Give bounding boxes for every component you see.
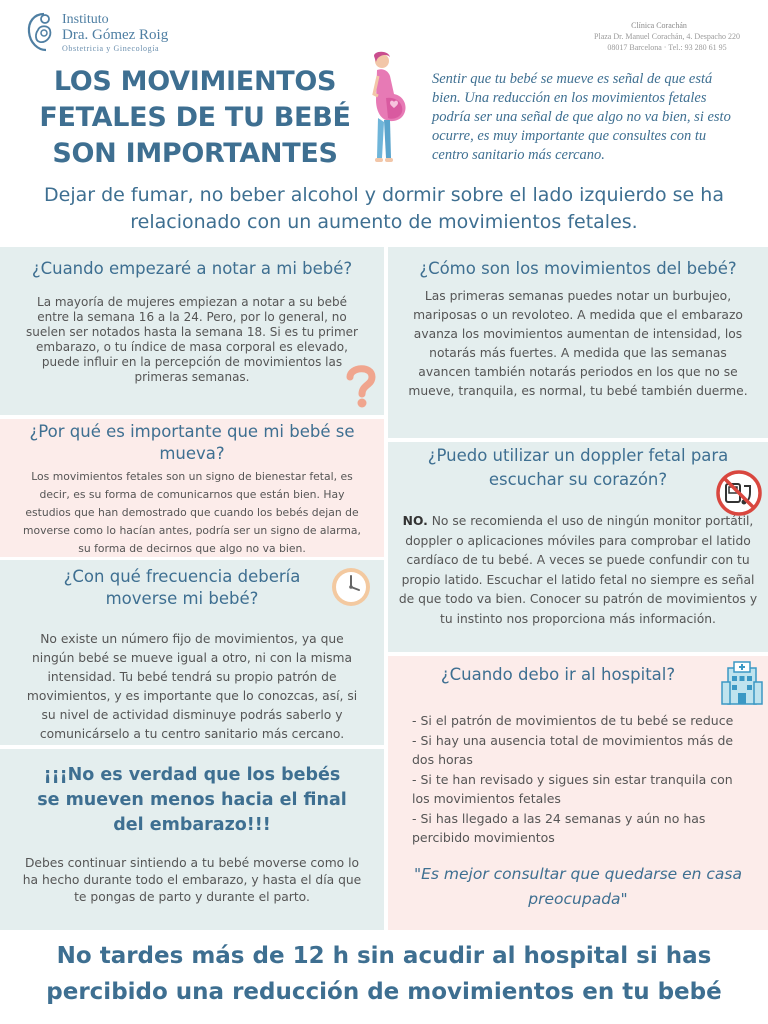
title-line3: SON IMPORTANTES (52, 138, 338, 169)
section-body: Debes continuar sintiendo a tu bebé moverse como lo ha hecho durante todo el embarazo, y hasta el día que te pongas de parto y durante el parto. (22, 856, 362, 904)
section-when-notice (0, 247, 384, 415)
mother-baby-logo-icon (26, 10, 60, 52)
section-heading: ¿Por qué es importante que mi bebé se mueva? (29, 422, 355, 463)
clinic-name: Clínica Corachán (631, 21, 687, 30)
section-body (398, 512, 758, 629)
clinic-info (522, 20, 752, 53)
question-mark-icon (344, 363, 378, 409)
hospital-list (412, 711, 748, 848)
title-line2: FETALES DE TU BEBÉ (39, 102, 351, 133)
section-body: No existe un número fijo de movimientos, ya que ningún bebé se mueve igual a otro, ni con la misma intensidad. Tu bebé tendrá su propio patrón de movimientos, y es importante que lo conozcas, así, si su nivel de actividad disminuye podrás saberlo y comunicárselo a tu centro sanitario más cercano. (26, 632, 358, 741)
logo-line2: Dra. Gómez Roig (62, 27, 169, 43)
clock-icon (330, 566, 372, 608)
list-item: - Si hay una ausencia total de movimientos más de dos horas (412, 732, 734, 767)
section-heading: ¿Con qué frecuencia debería moverse mi bebé? (63, 567, 301, 608)
hospital-icon (720, 660, 764, 706)
title-line1: LOS MOVIMIENTOS (53, 66, 337, 97)
doppler-body: No se recomienda el uso de ningún monitor portátil, doppler o aplicaciones móviles para comprobar el latido cardíaco de tu bebé. A veces se puede confundir con tu propio latido. Escuchar el latido fetal no siempre es señal de que todo va bien. Conocer su patrón de movimientos y tu instinto nos proporciona más información. (398, 514, 758, 626)
pregnant-woman-icon (364, 50, 414, 178)
page-title (30, 64, 360, 172)
section-heading: ¿Cuando empezaré a notar a mi bebé? (31, 259, 353, 278)
section-heading: ¿Cómo son los movimientos del bebé? (419, 259, 737, 278)
no-doppler-icon (714, 468, 764, 518)
section-heading: ¿Puedo utilizar un doppler fetal para escuchar su corazón? (427, 446, 729, 489)
section-hospital (388, 656, 768, 930)
section-body: Las primeras semanas puedes notar un burbujeo, mariposas o un revoloteo. A medida que el embarazo avanza los movimientos aumentan de intensidad, los notarás más fuertes. A medida que las semanas avancen también notarás periodos en los que no se mueve, tranquila, es normal, tu bebé también duerme. (408, 289, 748, 398)
section-why-important (0, 419, 384, 557)
section-heading: ¡¡¡No es verdad que los bebés se mueven menos hacia el final del embarazo!!! (37, 765, 347, 835)
section-body: La mayoría de mujeres empiezan a notar a su bebé entre la semana 16 a la 24. Pero, por lo general, no suelen ser notados hasta la semana 18. Si es tu primer embarazo, o tu índice de masa corporal es elevado, puede influir en la percepción de movimientos las primeras semanas. (26, 295, 358, 384)
list-item: - Si has llegado a las 24 semanas y aún no has percibido movimientos (412, 810, 706, 845)
section-body: Los movimientos fetales son un signo de bienestar fetal, es decir, es su forma de comunicarnos que están bien. Hay estudios que han demostrado que cuando los bebés dejan de moverse como lo hacían antes, podría ser un signo de alarma, su forma de decirnos que algo no va bien. (23, 470, 361, 555)
doppler-answer: NO. (402, 514, 428, 528)
lede-text: Dejar de fumar, no beber alcohol y dormir sobre el lado izquierdo se ha relacionado con un aumento de movimientos fetales. (44, 184, 724, 233)
section-doppler (388, 442, 768, 652)
logo-line3: Obstetricia y Ginecología (62, 44, 160, 53)
footer-warning: No tardes más de 12 h sin acudir al hospital si has percibido una reducción de movimientos en tu bebé (46, 943, 722, 1005)
clinic-address: Plaza Dr. Manuel Corachán, 4. Despacho 220 (594, 32, 740, 41)
list-item: - Si el patrón de movimientos de tu bebé se reduce (412, 713, 734, 728)
section-what-like (388, 247, 768, 438)
section-myth (0, 749, 384, 930)
section-frequency (0, 560, 384, 745)
clinic-city: 08017 Barcelona · Tel.: 93 280 61 95 (607, 43, 727, 52)
intro-text: Sentir que tu bebé se mueve es señal de que está bien. Una reducción en los movimientos fetales podría ser una señal de que algo no va bien, si esto ocurre, es muy importante que consultes con tu centro sanitario más cercano. (432, 71, 731, 163)
logo (26, 10, 226, 60)
logo-line1: Instituto (62, 12, 109, 27)
hospital-quote: "Es mejor consultar que quedarse en casa preocupada" (413, 864, 742, 908)
section-heading: ¿Cuando debo ir al hospital? (440, 665, 676, 684)
list-item: - Si te han revisado y sigues sin estar tranquila con los movimientos fetales (412, 771, 733, 806)
